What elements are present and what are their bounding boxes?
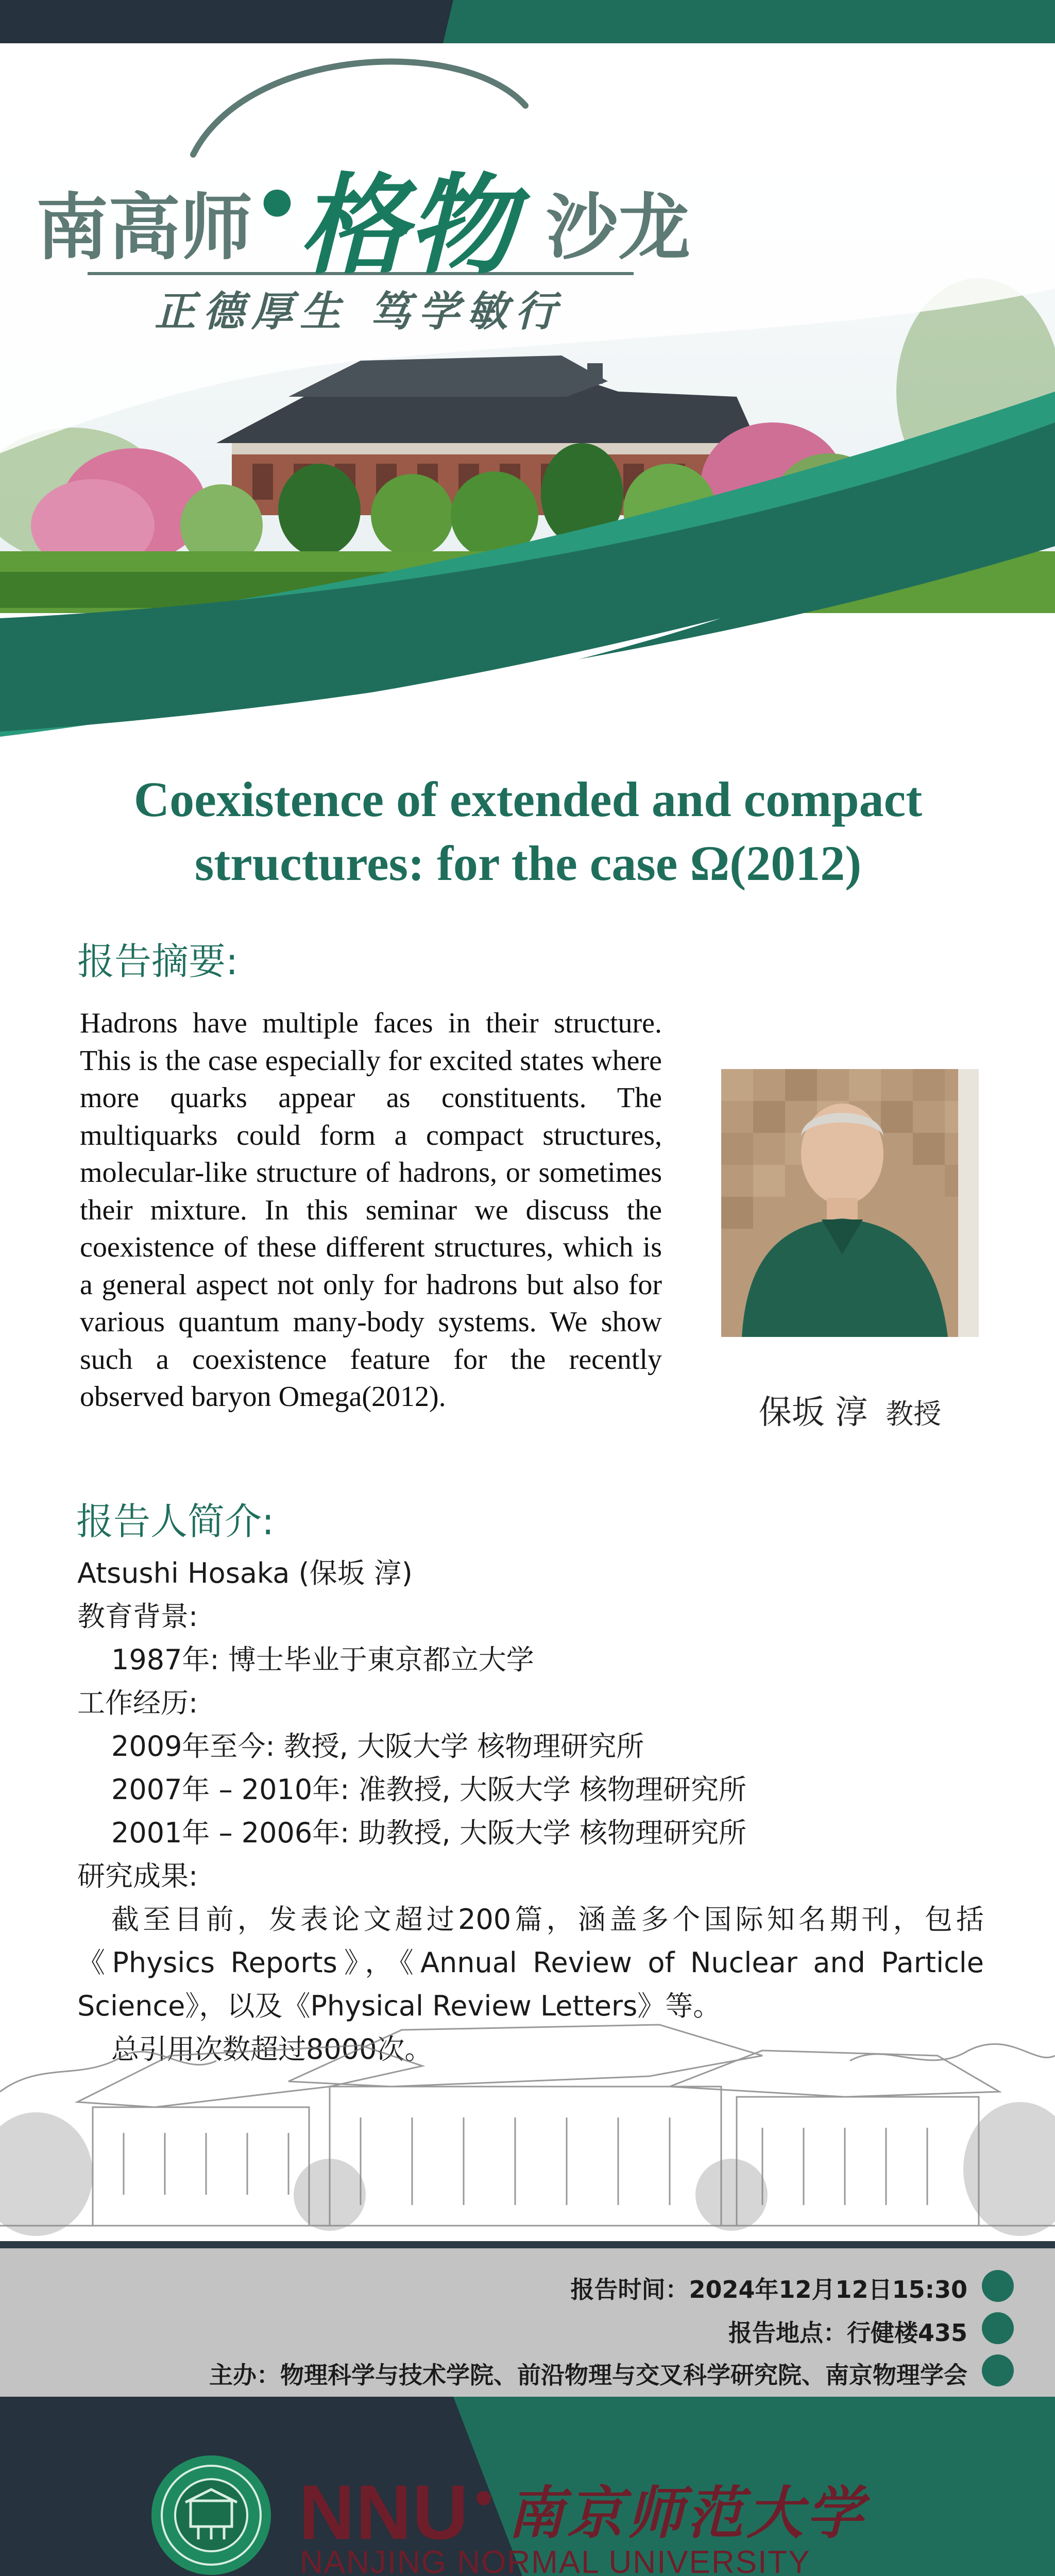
research-text: 截至目前，发表论文超过200篇，涵盖多个国际知名期刊，包括《Physics Reports》，《Annual Review of Nuclear and Particle Science》，以及《Physical Review Letters》等。	[77, 1903, 984, 2022]
research-label: 研究成果:	[77, 1860, 198, 1892]
talk-title-line2: structures: for the case Ω(2012)	[194, 836, 862, 891]
motto: 正德厚生 笃学敏行	[155, 287, 564, 335]
abstract-heading: 报告摘要:	[77, 940, 239, 983]
bullet-dot-icon	[982, 2312, 1014, 2344]
building-sketch	[0, 1999, 1055, 2246]
event-location: 报告地点：行健楼435	[728, 2319, 967, 2347]
speaker-name: 保坂 淳	[758, 1394, 869, 1432]
event-organizer: 主办：物理科学与技术学院、前沿物理与交叉科学研究院、南京物理学会	[209, 2361, 967, 2389]
event-info-band	[0, 2241, 1055, 2403]
brand-title	[36, 139, 706, 289]
brand-dot: •	[252, 160, 302, 250]
talk-title	[67, 768, 989, 895]
university-seal-icon	[149, 2453, 273, 2576]
university-english-name: NANJING NORMAL UNIVERSITY	[300, 2545, 811, 2576]
event-time: 报告时间：2024年12月12日15:30	[570, 2276, 967, 2303]
abstract-text: Hadrons have multiple faces in their structure. This is the case especially for excited states where more quarks appear as constituents. The multiquarks could form a compact structures, molecular-like structure of hadrons, or sometimes their mixture. In this seminar we discuss the coexistence of these different structures, which is a general aspect not only for hadrons but also for various quantum many-body systems. We show such a coexistence feature for the recently observed baryon Omega(2012).	[80, 1007, 662, 1413]
citation-count: 总引用次数超过8000次。	[111, 2033, 433, 2065]
speaker-heading: 报告人简介:	[76, 1500, 275, 1543]
brand-prefix: 南高师	[36, 186, 253, 270]
top-band	[0, 0, 1055, 43]
speaker-caption	[721, 1386, 979, 1433]
speaker-bio	[77, 1552, 984, 2071]
separator-dot	[477, 2491, 491, 2505]
talk-title-line1: Coexistence of extended and compact	[133, 772, 923, 827]
brand-suffix: 沙龙	[546, 186, 691, 270]
work-item: 2007年 – 2010年: 准教授, 大阪大学 核物理研究所	[111, 1773, 747, 1806]
education-label: 教育背景:	[77, 1600, 198, 1633]
work-item: 2001年 – 2006年: 助教授, 大阪大学 核物理研究所	[111, 1817, 747, 1849]
work-item: 2009年至今: 教授, 大阪大学 核物理研究所	[111, 1730, 644, 1762]
speaker-photo	[721, 1069, 979, 1337]
university-abbr: NNU	[299, 2469, 469, 2555]
education-item: 1987年: 博士毕业于東京都立大学	[111, 1643, 534, 1676]
speaker-title: 教授	[886, 1398, 942, 1430]
work-label: 工作经历:	[77, 1687, 198, 1719]
speaker-full-name: Atsushi Hosaka (保坂 淳)	[77, 1557, 413, 1589]
bullet-dot-icon	[982, 2354, 1014, 2386]
bullet-dot-icon	[982, 2270, 1014, 2302]
university-chinese-name: 南京师范大学	[507, 2480, 866, 2546]
brand-script: 格物	[299, 162, 516, 289]
